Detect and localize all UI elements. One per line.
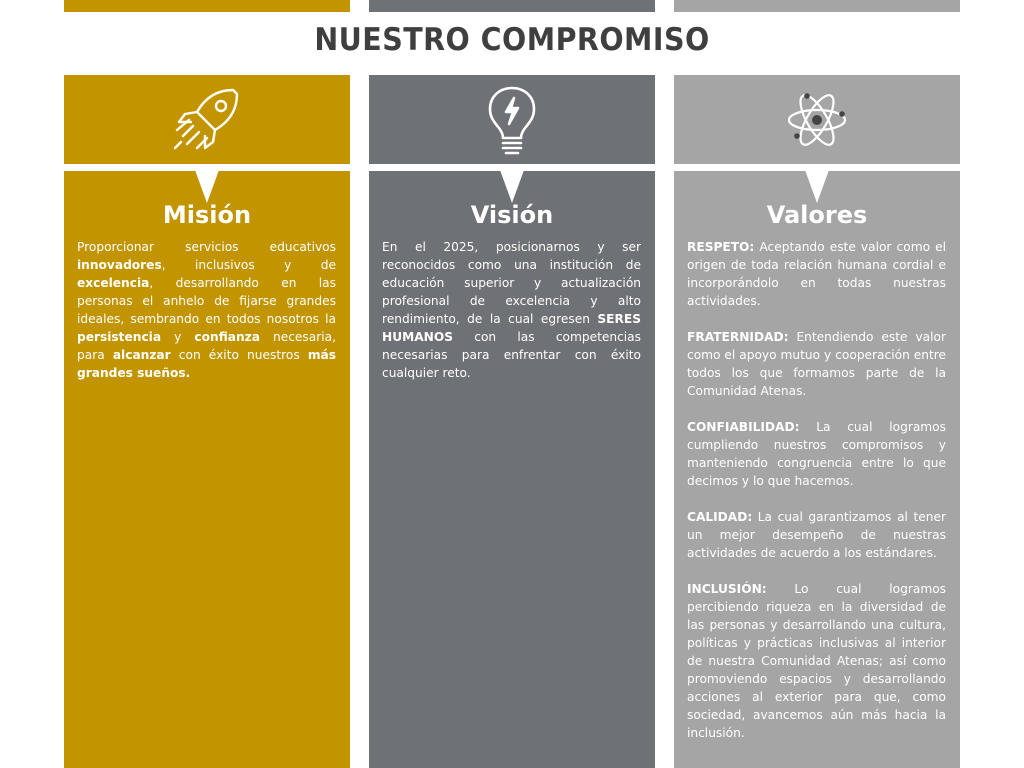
mision-text-segment: confianza [194,330,260,344]
mision-icon-box [64,75,350,164]
valor-description: La cual logramos cumpliendo nuestros compromisos y manteniendo congruencia entre lo que decimos y lo que hacemos. [687,420,946,488]
top-bar-mision [64,0,350,12]
vision-text-segment: En el 2025, posicionarnos y ser reconocidos como una institución de educación superior y actualización profesional de excelencia y alto rendimiento, de la cual egresen [382,240,641,326]
valor-description: La cual garantizamos al tener un mejor desempeño de nuestras actividades de acuerdo a los estándares. [687,510,946,560]
mision-heading: Misión [162,201,252,229]
valores-icon-box [674,75,960,164]
mision-text-segment: con éxito nuestros [170,348,308,362]
valor-item [687,328,946,400]
mision-text-segment: y [161,330,195,344]
mision-paragraph [77,238,336,382]
valor-label: INCLUSIÓN: [687,582,767,596]
mision-text-segment: alcanzar [112,348,171,362]
valores-notch [805,170,829,203]
valor-label: RESPETO: [687,240,755,254]
valor-description: Aceptando este valor como el origen de toda relación humana cordial e incorporándolo en todas nuestras actividades. [687,240,946,308]
valor-item [687,238,946,310]
mision-notch [195,170,219,203]
vision-icon-box [369,75,655,164]
mision-text-segment: Proporcionar servicios educativos [77,240,336,254]
mision-text-segment: , desarrollando en las personas el anhelo de fijarse grandes ideales, sembrando en todos nosotros la [77,276,336,326]
vision-paragraph [382,238,641,382]
mision-text-segment: , inclusivos y de [161,258,336,272]
valor-label: CONFIABILIDAD: [687,420,800,434]
vision-text [382,238,641,400]
mision-text-segment: innovadores [77,258,162,272]
mision-text-segment: persistencia [77,330,162,344]
valor-item [687,418,946,490]
valor-label: CALIDAD: [687,510,753,524]
lightbulb-icon [484,82,540,158]
page-title: NUESTRO COMPROMISO [314,22,710,58]
valor-item [687,580,946,742]
vision-text-segment: SERES HUMANOS [382,312,641,344]
valores-text [687,238,946,760]
mision-text-segment: más grandes sueños. [77,348,336,380]
valor-label: FRATERNIDAD: [687,330,789,344]
valor-description: Entendiendo este valor como el apoyo mutuo y cooperación entre todos los que formamos parte de la Comunidad Atenas. [687,330,946,398]
valores-heading: Valores [766,201,868,229]
rocket-icon [169,82,245,158]
top-bar-vision [369,0,655,12]
vision-text-segment: con las competencias necesarias para enfrentar con éxito cualquier reto. [382,330,641,380]
vision-heading: Visión [470,201,554,229]
mision-text [77,238,336,400]
valor-item [687,508,946,562]
top-bar-valores [674,0,960,12]
valor-description: Lo cual logramos percibiendo riqueza en la diversidad de las personas y desarrollando una cultura, políticas y prácticas inclusivas al interior de nuestra Comunidad Atenas; así como promoviendo espacios y desarrollando acciones al exterior para que, como sociedad, avancemos aún más hacia la inclusión. [687,582,946,740]
valores-panel [674,171,960,768]
vision-notch [500,170,524,203]
mision-text-segment: excelencia [77,276,150,290]
atom-icon [785,88,849,152]
vision-panel [369,171,655,768]
mision-text-segment: necesaria, para [77,330,336,362]
mision-panel [64,171,350,768]
